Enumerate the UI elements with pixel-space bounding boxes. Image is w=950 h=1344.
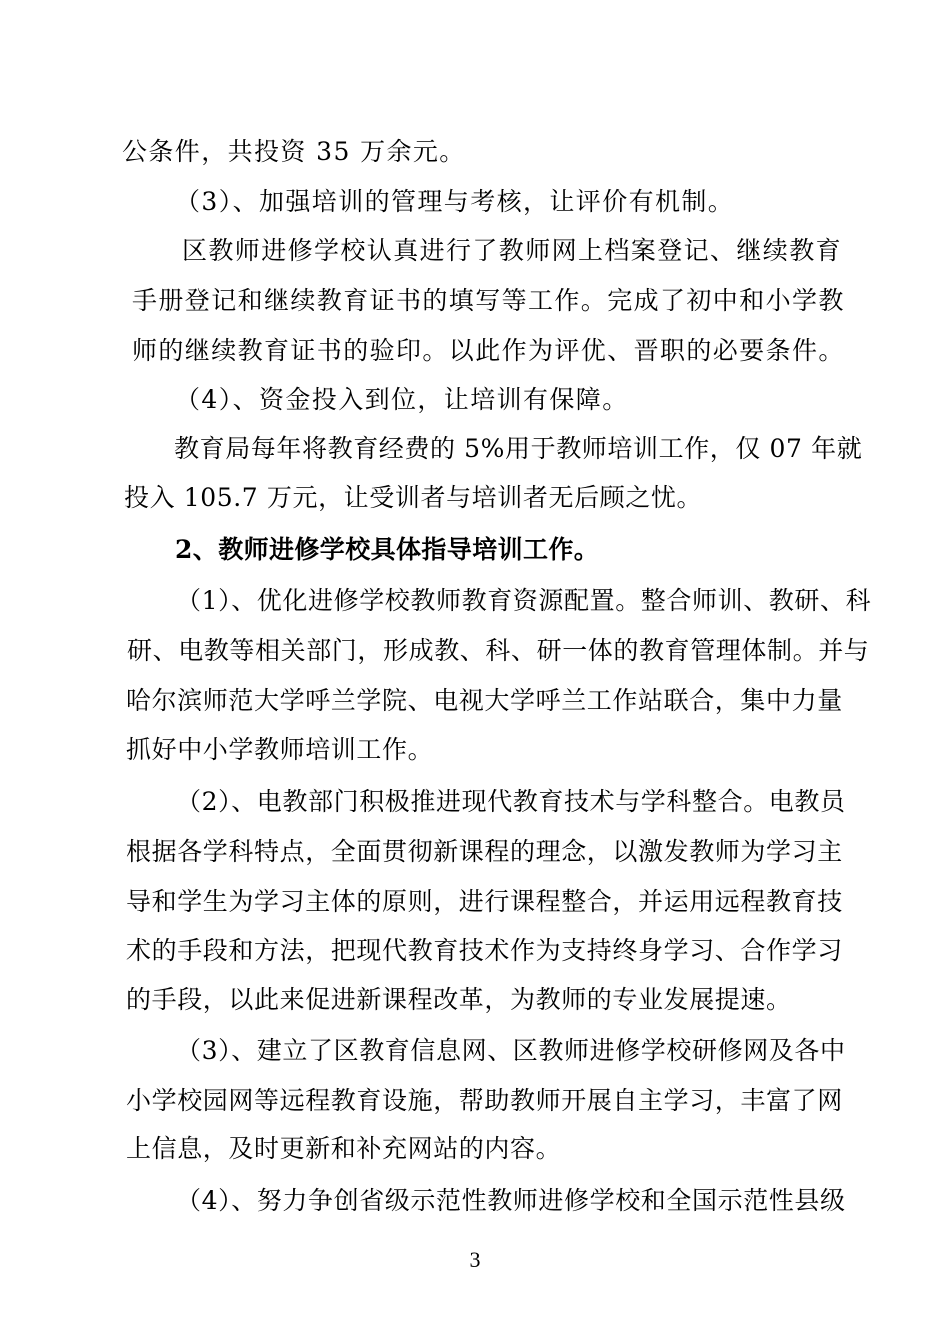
section-heading: （4）、资金投入到位，让培训有保障。: [175, 385, 629, 414]
text-line: 教育局每年将教育经费的 5%用于教师培训工作，仅 07 年就: [174, 434, 863, 463]
text-line: 公条件，共投资 35 万余元。: [122, 137, 466, 166]
text-line: （2）、电教部门积极推进现代教育技术与学科整合。电教员: [176, 787, 846, 816]
text-line: 手册登记和继续教育证书的填写等工作。完成了初中和小学教: [132, 286, 845, 315]
text-line: 术的手段和方法，把现代教育技术作为支持终身学习、合作学习: [126, 936, 843, 965]
text-line: 根据各学科特点，全面贯彻新课程的理念，以激发教师为学习主: [126, 837, 843, 866]
text-line: 区教师进修学校认真进行了教师网上档案登记、继续教育: [182, 236, 843, 265]
text-line: （3）、建立了区教育信息网、区教师进修学校研修网及各中: [176, 1036, 846, 1065]
bold-heading: 2、教师进修学校具体指导培训工作。: [175, 535, 600, 564]
text-line: 导和学生为学习主体的原则，进行课程整合，并运用远程教育技: [126, 887, 843, 916]
text-line: 的手段，以此来促进新课程改革，为教师的专业发展提速。: [126, 985, 792, 1014]
text-line: 上信息，及时更新和补充网站的内容。: [126, 1134, 562, 1163]
page-number: 3: [469, 1247, 481, 1272]
section-heading: （3）、加强培训的管理与考核，让评价有机制。: [175, 187, 735, 216]
text-line: （1）、优化进修学校教师教育资源配置。整合师训、教研、科: [176, 586, 872, 615]
text-line: 研、电教等相关部门，形成教、科、研一体的教育管理体制。并与: [127, 636, 870, 665]
text-line: 师的继续教育证书的验印。以此作为评优、晋职的必要条件。: [132, 336, 845, 365]
text-line: 投入 105.7 万元，让受训者与培训者无后顾之忧。: [124, 483, 703, 512]
text-line: （4）、努力争创省级示范性教师进修学校和全国示范性县级: [176, 1186, 846, 1215]
text-line: 哈尔滨师范大学呼兰学院、电视大学呼兰工作站联合，集中力量: [126, 686, 843, 715]
text-line: 小学校园网等远程教育设施，帮助教师开展自主学习，丰富了网: [126, 1086, 843, 1115]
text-line: 抓好中小学教师培训工作。: [126, 735, 434, 764]
